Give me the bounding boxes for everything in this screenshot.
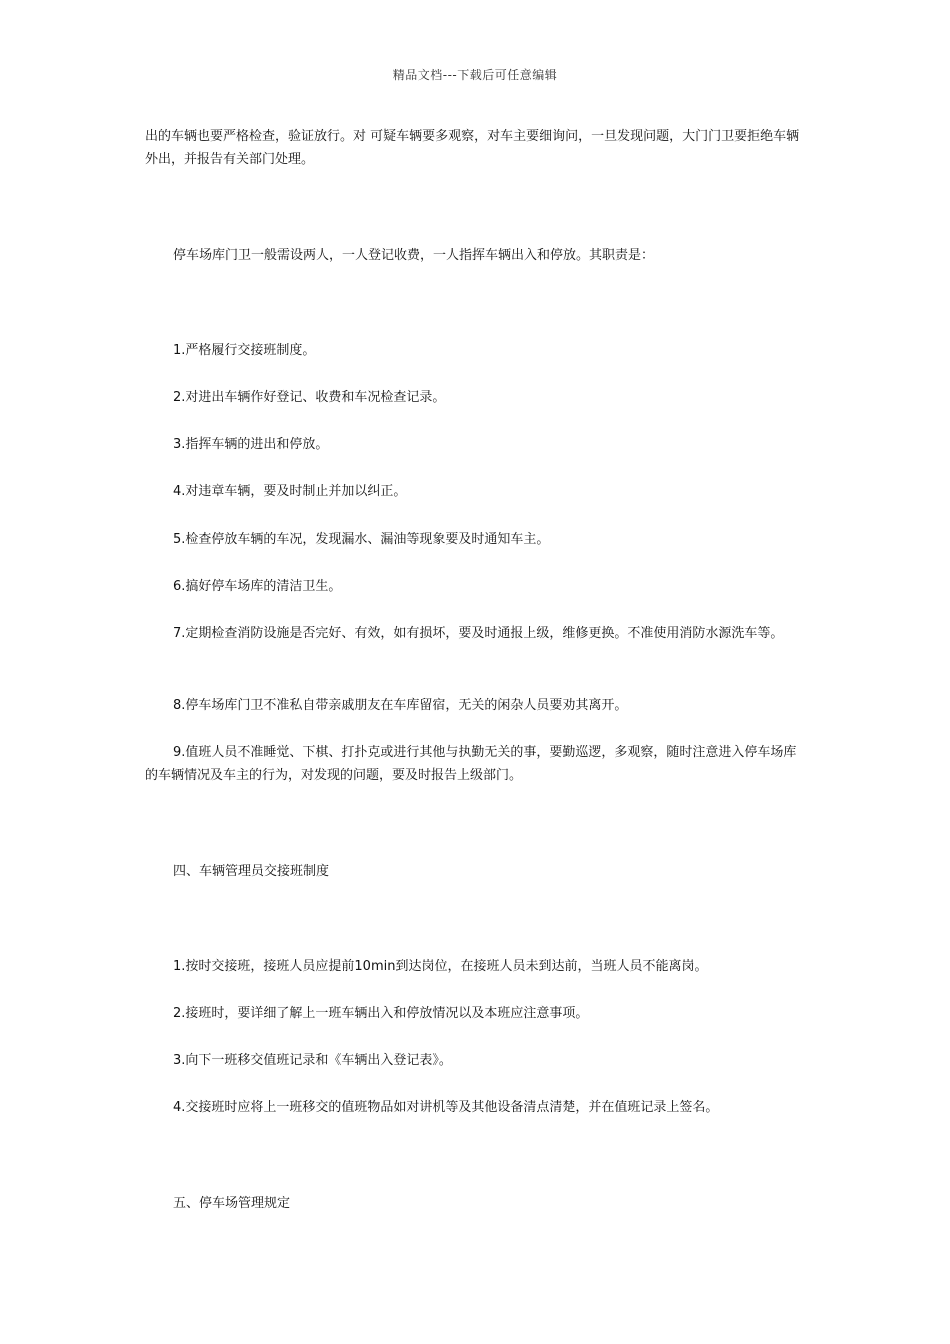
list-item: 4.交接班时应将上一班移交的值班物品如对讲机等及其他设备清点清楚，并在值班记录上签名。 <box>173 1100 719 1115</box>
list-item: 1.按时交接班，接班人员应提前10min到达岗位，在接班人员未到达前，当班人员不能离岗。 <box>173 959 708 974</box>
list-item: 2.接班时，要详细了解上一班车辆出入和停放情况以及本班应注意事项。 <box>173 1006 589 1021</box>
list-item: 9.值班人员不准睡觉、下棋、打扑克或进行其他与执勤无关的事，要勤巡逻，多观察，随时注意进入停车场库的车辆情况及车主的行为，对发现的问题，要及时报告上级部门。 <box>145 745 797 783</box>
section-heading: 五、停车场管理规定 <box>173 1196 291 1211</box>
list-item: 8.停车场库门卫不准私自带亲戚朋友在车库留宿，无关的闲杂人员要劝其离开。 <box>173 698 628 713</box>
list-item: 1.严格履行交接班制度。 <box>173 343 316 358</box>
list-item: 7.定期检查消防设施是否完好、有效，如有损坏，要及时通报上级，维修更换。不准使用消防水源洗车等。 <box>173 626 784 641</box>
section-heading: 四、车辆管理员交接班制度 <box>173 864 330 879</box>
list-item: 3.指挥车辆的进出和停放。 <box>173 437 329 452</box>
page-header: 精品文档---下载后可任意编辑 <box>392 68 558 82</box>
list-item: 2.对进出车辆作好登记、收费和车况检查记录。 <box>173 390 446 405</box>
paragraph-continuation: 出的车辆也要严格检查，验证放行。对 可疑车辆要多观察，对车主要细询问，一旦发现问题，大门门卫要拒绝车辆外出，并报告有关部门处理。 <box>145 129 800 167</box>
list-item: 4.对违章车辆，要及时制止并加以纠正。 <box>173 484 407 499</box>
paragraph-gatekeeper-intro: 停车场库门卫一般需设两人，一人登记收费，一人指挥车辆出入和停放。其职责是： <box>173 248 655 263</box>
list-item: 6.搞好停车场库的清洁卫生。 <box>173 579 342 594</box>
list-item: 5.检查停放车辆的车况，发现漏水、漏油等现象要及时通知车主。 <box>173 532 550 547</box>
list-item: 3.向下一班移交值班记录和《车辆出入登记表》。 <box>173 1053 452 1068</box>
